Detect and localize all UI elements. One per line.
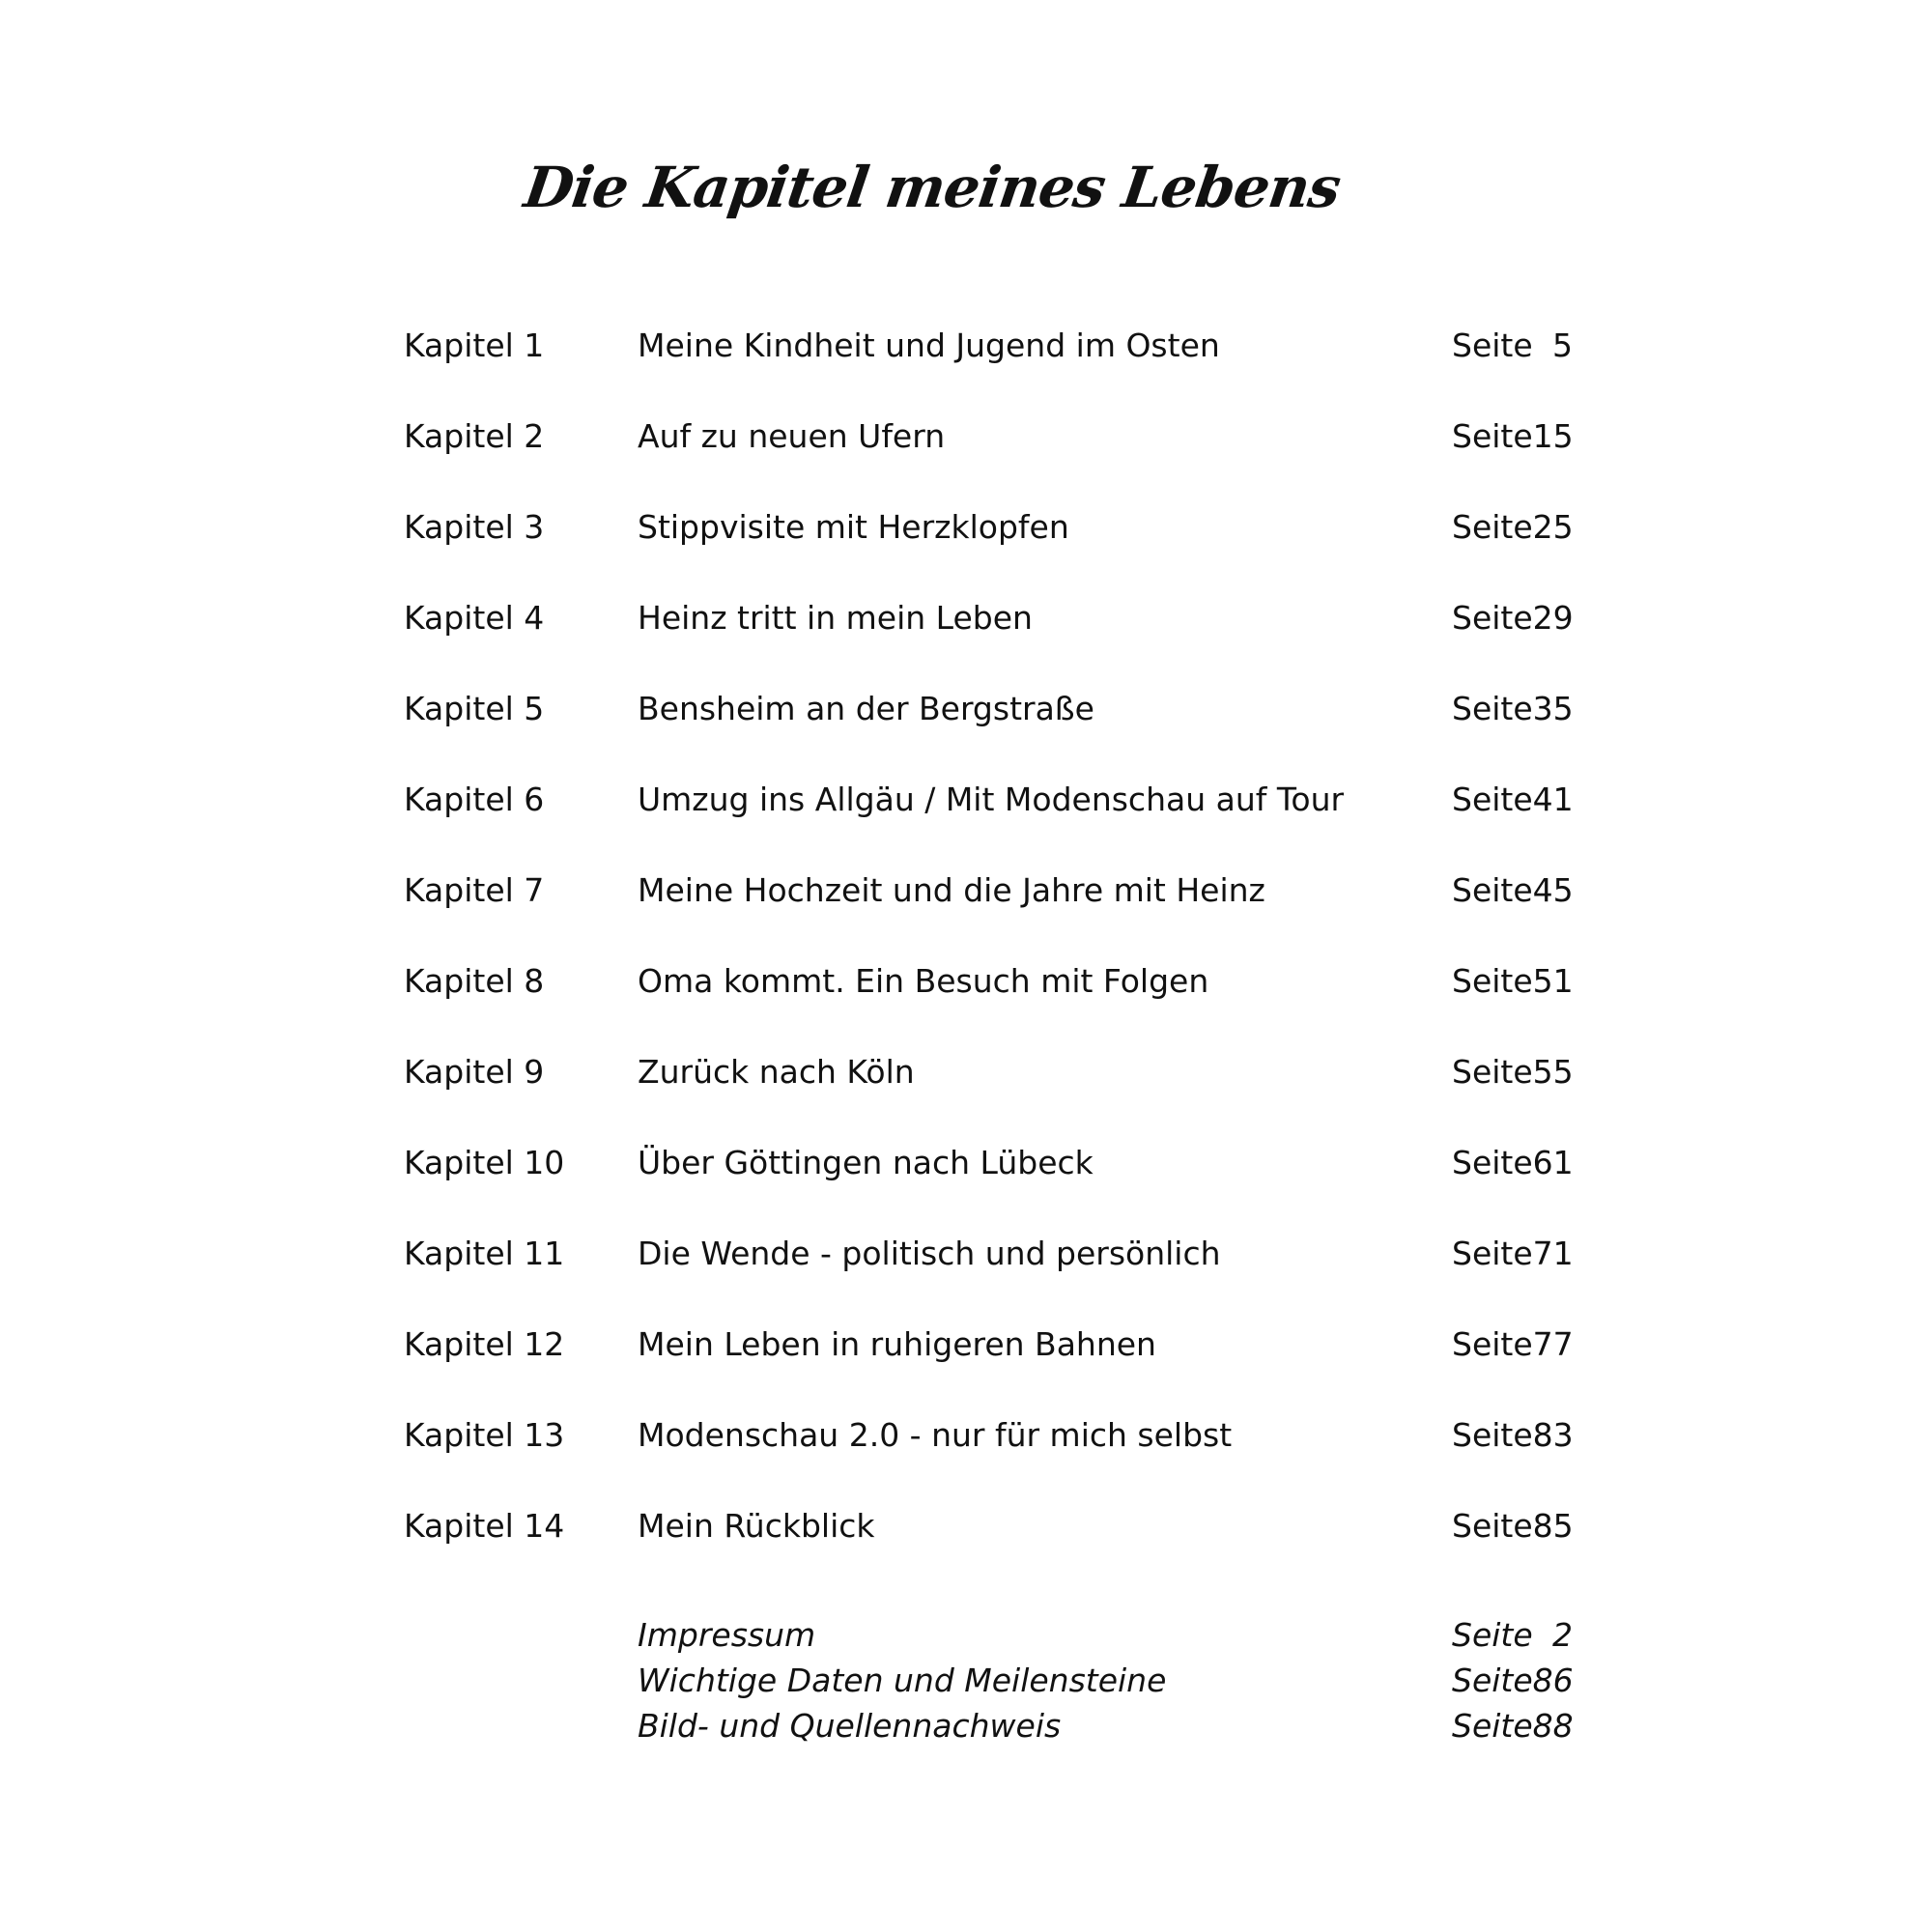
chapter-page	[1452, 959, 1573, 1004]
chapter-title: Mein Rückblick	[638, 1507, 875, 1545]
appendix-list	[0, 1613, 1932, 1749]
page-number: 25	[1532, 508, 1574, 546]
chapter-title: Auf zu neuen Ufern	[638, 417, 946, 455]
appendix-title: Bild- und Quellennachweis	[638, 1707, 1062, 1745]
page-label: Seite	[1452, 690, 1533, 727]
page-label: Seite	[1452, 1662, 1533, 1699]
toc-row	[0, 1232, 1932, 1322]
chapter-number: Kapitel 6	[404, 781, 545, 818]
page-label: Seite	[1452, 962, 1533, 1000]
chapter-number: Kapitel 13	[404, 1416, 565, 1454]
toc-row	[0, 596, 1932, 687]
page-label: Seite	[1452, 1616, 1533, 1654]
appendix-row	[0, 1659, 1932, 1704]
page-label: Seite	[1452, 417, 1533, 455]
chapter-page	[1452, 324, 1573, 368]
chapter-number: Kapitel 3	[404, 508, 545, 546]
chapter-title: Meine Hochzeit und die Jahre mit Heinz	[638, 871, 1265, 909]
page-label: Seite	[1452, 1053, 1533, 1091]
page-label: Seite	[1452, 1235, 1533, 1272]
chapter-page	[1452, 1413, 1573, 1458]
chapter-title: Oma kommt. Ein Besuch mit Folgen	[638, 962, 1209, 1000]
chapter-number: Kapitel 9	[404, 1053, 545, 1091]
chapter-number: Kapitel 10	[404, 1144, 565, 1181]
appendix-page	[1452, 1704, 1573, 1748]
page-number: 35	[1532, 690, 1574, 727]
toc-row	[0, 1050, 1932, 1141]
chapter-number: Kapitel 1	[404, 327, 545, 364]
page-title: Die Kapitel meines Lebens	[520, 155, 1345, 220]
toc-row	[0, 505, 1932, 596]
page-number: 88	[1532, 1707, 1574, 1745]
page-label: Seite	[1452, 1325, 1533, 1363]
page-number: 2	[1552, 1616, 1573, 1654]
chapter-title: Meine Kindheit und Jugend im Osten	[638, 327, 1220, 364]
toc-row	[0, 778, 1932, 868]
chapter-title: Bensheim an der Bergstraße	[638, 690, 1094, 727]
page-label: Seite	[1452, 599, 1533, 637]
appendix-title: Impressum	[638, 1616, 816, 1654]
chapter-page	[1452, 414, 1573, 459]
page-label: Seite	[1452, 508, 1533, 546]
page-label: Seite	[1452, 1416, 1533, 1454]
toc-row	[0, 959, 1932, 1050]
chapter-number: Kapitel 4	[404, 599, 545, 637]
chapter-number: Kapitel 11	[404, 1235, 565, 1272]
chapter-page	[1452, 868, 1573, 913]
toc-row	[0, 1504, 1932, 1595]
page-label: Seite	[1452, 1707, 1533, 1745]
page-label: Seite	[1452, 327, 1533, 364]
table-of-contents	[0, 324, 1932, 1595]
appendix-page	[1452, 1659, 1573, 1703]
chapter-title: Umzug ins Allgäu / Mit Modenschau auf Tour	[638, 781, 1345, 818]
chapter-page	[1452, 1232, 1573, 1276]
page-number: 83	[1532, 1416, 1574, 1454]
chapter-number: Kapitel 14	[404, 1507, 565, 1545]
toc-row	[0, 1413, 1932, 1504]
page-number: 86	[1532, 1662, 1574, 1699]
appendix-page	[1452, 1613, 1573, 1658]
chapter-number: Kapitel 2	[404, 417, 545, 455]
page-number: 45	[1532, 871, 1574, 909]
page-number: 41	[1532, 781, 1574, 818]
toc-row	[0, 1141, 1932, 1232]
toc-row	[0, 324, 1932, 414]
chapter-title: Mein Leben in ruhigeren Bahnen	[638, 1325, 1156, 1363]
page-number: 51	[1532, 962, 1574, 1000]
toc-row	[0, 414, 1932, 505]
chapter-title: Heinz tritt in mein Leben	[638, 599, 1033, 637]
page-number: 71	[1532, 1235, 1574, 1272]
page-number: 77	[1532, 1325, 1574, 1363]
chapter-page	[1452, 1141, 1573, 1185]
chapter-page	[1452, 1050, 1573, 1094]
chapter-title: Zurück nach Köln	[638, 1053, 915, 1091]
chapter-page	[1452, 687, 1573, 731]
chapter-number: Kapitel 7	[404, 871, 545, 909]
page-number: 85	[1532, 1507, 1574, 1545]
chapter-page	[1452, 596, 1573, 640]
chapter-page	[1452, 505, 1573, 550]
chapter-title: Die Wende - politisch und persönlich	[638, 1235, 1221, 1272]
toc-row	[0, 687, 1932, 778]
toc-row	[0, 1322, 1932, 1413]
chapter-title: Über Göttingen nach Lübeck	[638, 1144, 1094, 1181]
page-label: Seite	[1452, 1507, 1533, 1545]
page-number: 29	[1532, 599, 1574, 637]
chapter-title: Modenschau 2.0 - nur für mich selbst	[638, 1416, 1233, 1454]
page-number: 15	[1532, 417, 1574, 455]
page-label: Seite	[1452, 1144, 1533, 1181]
chapter-page	[1452, 778, 1573, 822]
toc-row	[0, 868, 1932, 959]
chapter-page	[1452, 1322, 1573, 1367]
chapter-number: Kapitel 8	[404, 962, 545, 1000]
appendix-title: Wichtige Daten und Meilensteine	[638, 1662, 1167, 1699]
page-number: 61	[1532, 1144, 1574, 1181]
page-number: 5	[1552, 327, 1573, 364]
chapter-page	[1452, 1504, 1573, 1548]
page-label: Seite	[1452, 871, 1533, 909]
chapter-title: Stippvisite mit Herzklopfen	[638, 508, 1069, 546]
page-number: 55	[1532, 1053, 1574, 1091]
appendix-row	[0, 1613, 1932, 1659]
chapter-number: Kapitel 12	[404, 1325, 565, 1363]
chapter-number: Kapitel 5	[404, 690, 545, 727]
page-label: Seite	[1452, 781, 1533, 818]
appendix-row	[0, 1704, 1932, 1749]
